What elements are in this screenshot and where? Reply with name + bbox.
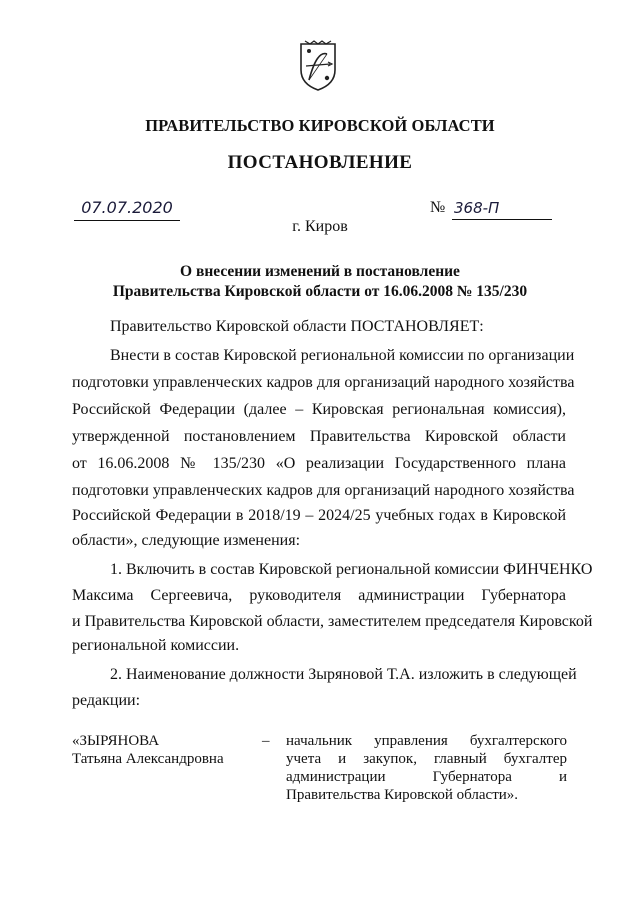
preamble: Правительство Кировской области ПОСТАНОВЛЯЕТ: <box>110 318 484 335</box>
paragraph-line: Российской Федерации в 2018/19 – 2024/25 учебных годах в Кировской <box>72 507 566 524</box>
item-line: редакции: <box>72 692 141 709</box>
paragraph-line: подготовки управленческих кадров для организаций народного хозяйства <box>72 482 575 499</box>
member-position <box>286 732 567 804</box>
document-date: 07.07.2020 <box>74 198 180 221</box>
position-line: учета и закупок, главный бухгалтер <box>286 751 567 767</box>
coat-of-arms-icon <box>297 40 339 92</box>
paragraph-line: от 16.06.2008 № 135/230 «О реализации Государственного плана <box>72 455 566 472</box>
title-line: Правительства Кировской области от 16.06.2008 № 135/230 <box>112 283 528 300</box>
item-line: 1. Включить в состав Кировской региональной комиссии ФИНЧЕНКО <box>110 561 593 578</box>
city: г. Киров <box>292 218 348 235</box>
government-name: ПРАВИТЕЛЬСТВО КИРОВСКОЙ ОБЛАСТИ <box>145 116 495 135</box>
paragraph-line: утвержденной постановлением Правительства Кировской области <box>72 428 566 445</box>
paragraph-line: Российской Федерации (далее – Кировская региональная комиссия), <box>72 401 566 418</box>
member-given-name: Татьяна Александровна <box>72 751 224 767</box>
paragraph-line: подготовки управленческих кадров для организаций народного хозяйства <box>72 374 575 391</box>
member-dash: – <box>262 733 270 749</box>
item-line: и Правительства Кировской области, заместителем председателя Кировской <box>72 613 593 630</box>
member-surname: «ЗЫРЯНОВА <box>72 733 160 749</box>
member-name-block <box>72 732 224 768</box>
item-line: Максима Сергеевича, руководителя администрации Губернатора <box>72 587 566 604</box>
document-type: ПОСТАНОВЛЕНИЕ <box>227 152 413 173</box>
paragraph-line: области», следующие изменения: <box>72 532 301 549</box>
position-line: Правительства Кировской области». <box>286 787 519 803</box>
document-number: 368-П <box>452 198 552 220</box>
item-line: региональной комиссии. <box>72 637 240 654</box>
paragraph-line: Внести в состав Кировской региональной комиссии по организации <box>110 347 575 364</box>
title-line: О внесении изменений в постановление <box>180 263 460 280</box>
position-line: администрации Губернатора и <box>286 769 567 785</box>
item-line: 2. Наименование должности Зыряновой Т.А. изложить в следующей <box>110 666 577 683</box>
number-sign: № <box>430 199 446 216</box>
position-line: начальник управления бухгалтерского <box>286 733 567 749</box>
document-title <box>0 262 640 302</box>
